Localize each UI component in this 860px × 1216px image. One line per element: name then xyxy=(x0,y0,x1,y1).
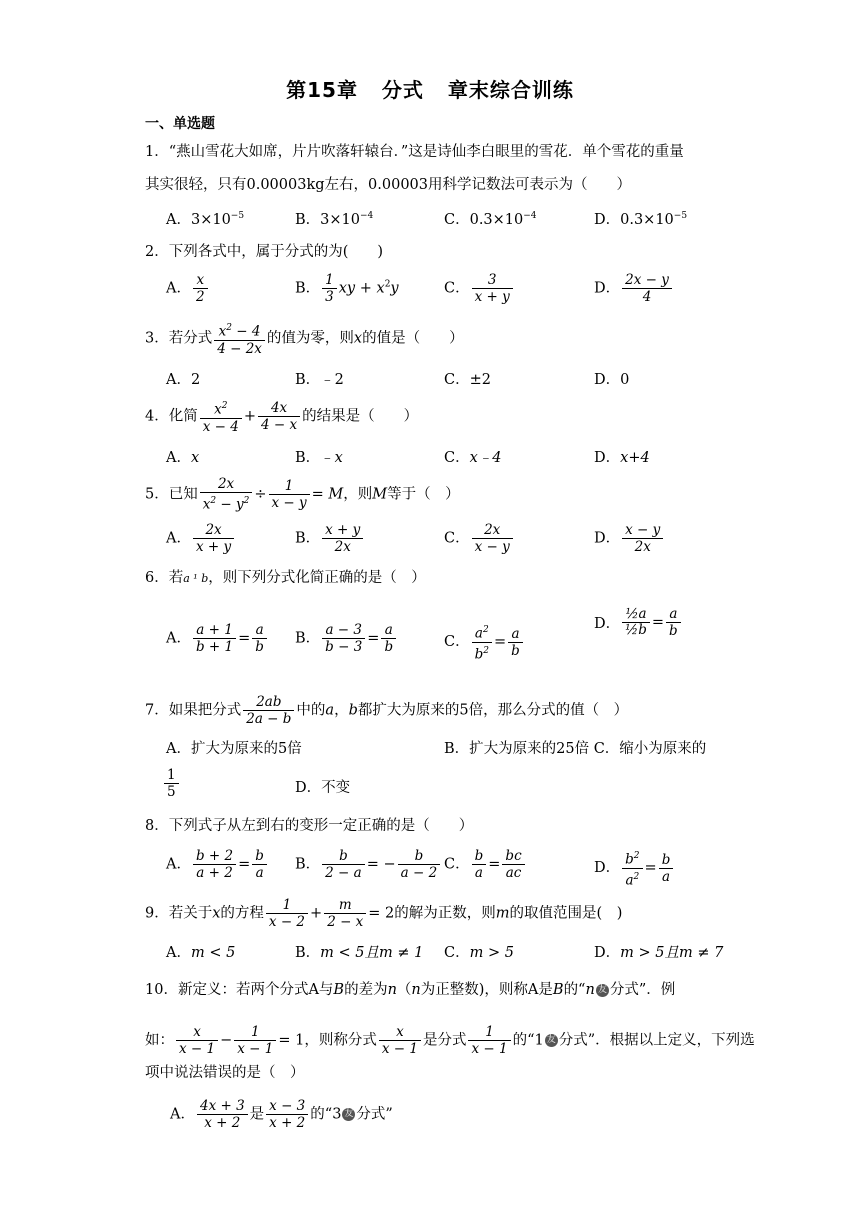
q3-option-b: B．﹣2 xyxy=(295,372,344,388)
q4-option-a: A．x xyxy=(166,450,200,466)
question-1-line-1: 1．“燕山雪花大如席，片片吹落轩辕台．”这是诗仙李白眼里的雪花．单个雪花的重量 xyxy=(145,144,684,160)
q5-option-a: A． $\frac{2x}{x + y}$ xyxy=(166,522,236,555)
q9-option-b: B．m < 5且m ≠ 1 xyxy=(295,945,424,961)
q4-option-c: C．x﹣4 xyxy=(444,450,502,466)
title-topic: 分式 xyxy=(381,78,424,102)
q1-option-b: B．$3\times 10^{-4}$ xyxy=(295,211,374,228)
q3-option-d: D．0 xyxy=(594,372,630,388)
q2-option-c: C． $\frac{3}{x + y}$ xyxy=(444,272,515,305)
q7-option-a: A．扩大为原来的5倍 xyxy=(166,741,302,757)
q7-option-d: D．不变 xyxy=(295,780,351,796)
q5-option-d: D． $\frac{x - y}{2x}$ xyxy=(594,522,665,555)
q8-option-b: B． $\frac{b}{2 - a}$ = − $\frac{b}{a - 2}$ xyxy=(295,848,442,881)
section-heading: 一、单选题 xyxy=(145,116,215,132)
q6-option-a: A． $\frac{a + 1}{b + 1}$ = $\frac{a}{b}$ xyxy=(166,622,269,655)
q6-option-c: C． $\frac{a^2}{b^2}$ = $\frac{a}{b}$ xyxy=(444,622,525,662)
q2-option-b: B． $\frac{1}{3}$ xy + $x^2y$ xyxy=(295,272,399,305)
q9-option-a: A．m < 5 xyxy=(166,945,236,961)
title-chapter: 第15章 xyxy=(286,78,358,102)
q2-option-a: A． $\frac{x}{2}$ xyxy=(166,272,210,305)
q3-option-c: C．±2 xyxy=(444,372,491,388)
question-2-stem: 2．下列各式中，属于分式的为( ) xyxy=(145,244,384,260)
question-6-stem: 6．若a ¹ b，则下列分式化简正确的是（ ） xyxy=(145,570,426,586)
q9-option-c: C．m > 5 xyxy=(444,945,514,961)
question-5-stem: 5．已知 $\frac{2x}{x^2 - y^2}$ ÷ $\frac{1}{x - y}$ = M，则M等于（ ） xyxy=(145,476,460,513)
friend-badge-icon: 友 xyxy=(597,984,607,995)
friend-badge-icon: 友 xyxy=(546,1035,556,1045)
title-sub: 章末综合训练 xyxy=(447,78,574,102)
question-7-stem: 7．如果把分式 $\frac{2ab}{2a - b}$ 中的a，b都扩大为原来的5倍，那么分式的值（ ） xyxy=(145,694,629,727)
question-3-stem: 3．若分式 $\frac{x^2 - 4}{4 - 2x}$ 的值为零，则x的值是（ ） xyxy=(145,320,464,357)
q6-option-b: B． $\frac{a - 3}{b - 3}$ = $\frac{a}{b}$ xyxy=(295,622,398,655)
q8-option-a: A． $\frac{b + 2}{a + 2}$ = $\frac{b}{a}$ xyxy=(166,848,269,881)
q3-option-a: A．2 xyxy=(166,372,201,388)
question-9-stem: 9．若关于x的方程 $\frac{1}{x - 2}$ + $\frac{m}{2 - x}$ = 2的解为正数，则m的取值范围是( ) xyxy=(145,897,623,930)
q8-option-c: C． $\frac{b}{a}$ = $\frac{bc}{ac}$ xyxy=(444,848,527,881)
q7-option-b-c: B．扩大为原来的25倍 C．缩小为原来的 xyxy=(444,741,707,757)
question-1-line-2: 其实很轻，只有0.00003kg左右，0.00003用科学记数法可表示为（ ） xyxy=(145,177,631,193)
question-10-line-3: 项中说法错误的是（ ） xyxy=(145,1065,305,1081)
q2-option-d: D． $\frac{2x - y}{4}$ xyxy=(594,272,674,305)
q5-option-b: B． $\frac{x + y}{2x}$ xyxy=(295,522,365,555)
q9-option-d: D．m > 5且m ≠ 7 xyxy=(594,945,724,961)
q7-option-c-fraction: $\frac{1}{5}$ xyxy=(162,767,181,800)
question-4-stem: 4．化简 $\frac{x^2}{x - 4}$ + $\frac{4x}{4 - x}$ 的结果是（ ） xyxy=(145,399,419,435)
q5-option-c: C． $\frac{2x}{x - y}$ xyxy=(444,522,515,555)
q4-option-d: D．x+4 xyxy=(594,450,650,466)
question-8-stem: 8．下列式子从左到右的变形一定正确的是（ ） xyxy=(145,818,474,834)
q4-option-b: B．﹣x xyxy=(295,450,343,466)
q1-option-d: D．$0.3\times 10^{-5}$ xyxy=(594,211,688,228)
question-10-line-1: 10．新定义：若两个分式A与B的差为n（n为正整数)，则称A是B的“n 友 分式”．例 xyxy=(145,982,676,998)
q1-option-c: C．$0.3\times 10^{-4}$ xyxy=(444,211,537,228)
q8-option-d: D． $\frac{b^2}{a^2}$ = $\frac{b}{a}$ xyxy=(594,848,675,888)
q10-option-a: A． $\frac{4x + 3}{x + 2}$ 是 $\frac{x - 3}{x + 2}$ 的“3 友 分式” xyxy=(170,1098,393,1131)
q6-option-d: D． $\frac{\text{½a}}{\text{½b}}$ = $\frac{a}{b}$ xyxy=(594,606,683,639)
page-title xyxy=(0,74,860,103)
friend-badge-icon: 友 xyxy=(344,1109,354,1119)
q1-option-a: A．$3\times 10^{-5}$ xyxy=(166,211,245,228)
question-10-line-2: 如： $\frac{x}{x - 1}$ − $\frac{1}{x - 1}$ = 1，则称分式 $\frac{x}{x - 1}$ 是分式 $\frac{1}{x - 1}$ 的“1 友 分式”．根据以上定义，下列选 xyxy=(145,1024,755,1057)
